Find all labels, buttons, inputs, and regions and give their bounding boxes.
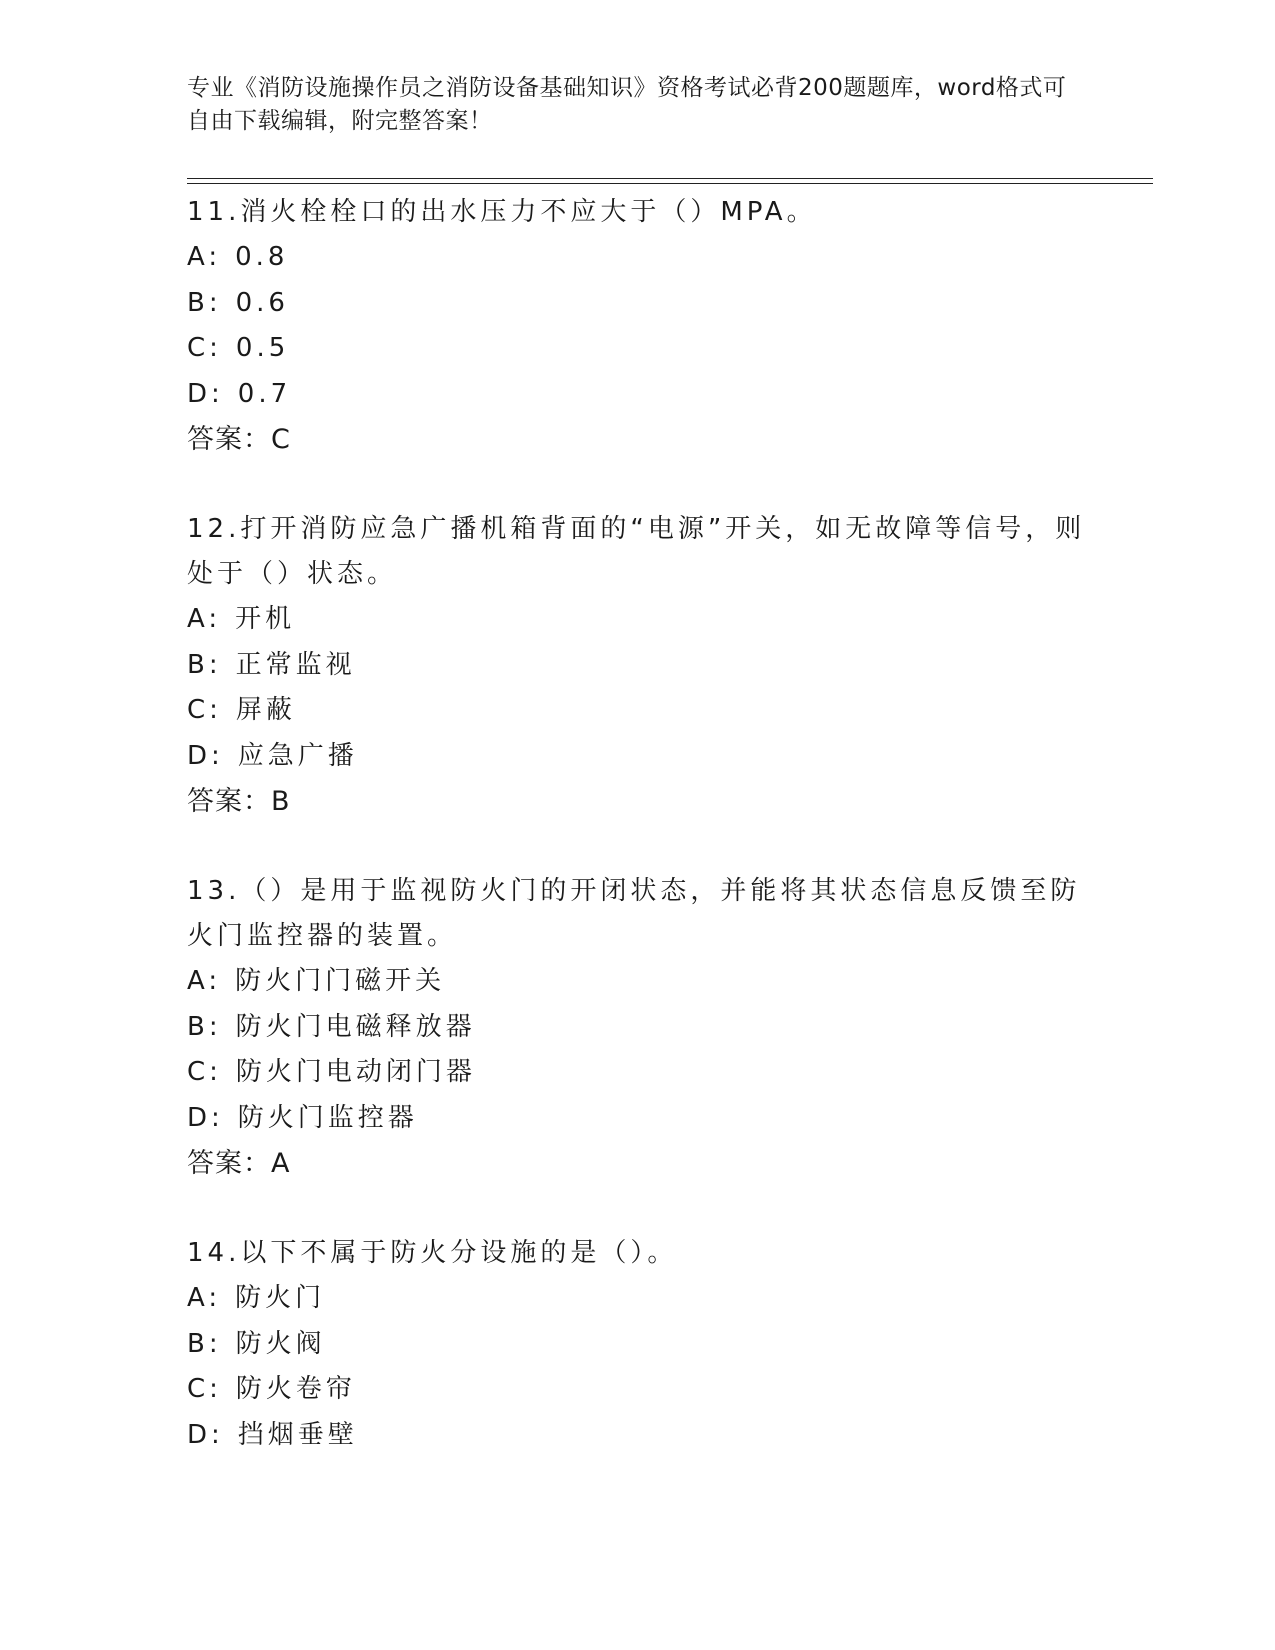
option-letter: A: — [187, 1283, 222, 1313]
option-letter: D: — [187, 1102, 224, 1133]
option-text: 挡烟垂壁 — [237, 1419, 358, 1450]
option-text: 防火门门磁开关 — [235, 966, 446, 996]
option-letter: C: — [187, 333, 222, 363]
option-d — [187, 734, 1087, 780]
option-letter: C: — [187, 1057, 222, 1087]
answer-line: 答案：A — [187, 1148, 291, 1179]
question-list — [187, 190, 1087, 1502]
question-stem: 12.打开消防应急广播机箱背面的“电源”开关，如无故障等信号，则处于（）状态。 — [187, 514, 1086, 589]
option-letter: C: — [187, 1374, 222, 1404]
question-stem: 13.（）是用于监视防火门的开闭状态，并能将其状态信息反馈至防火门监控器的装置。 — [187, 876, 1081, 951]
question-stem: 14.以下不属于防火分设施的是（）。 — [187, 1238, 678, 1268]
option-c — [187, 1367, 1087, 1413]
option-text: 0.8 — [235, 242, 289, 272]
option-letter: B: — [187, 649, 222, 680]
option-letter: D: — [187, 1419, 224, 1450]
option-letter: B: — [187, 287, 222, 318]
option-text: 防火门监控器 — [237, 1102, 418, 1133]
option-letter: B: — [187, 1011, 222, 1042]
question-stem: 11.消火栓栓口的出水压力不应大于（）MPA。 — [187, 197, 817, 227]
option-a — [187, 1276, 1087, 1322]
option-a — [187, 959, 1087, 1005]
option-letter: A: — [187, 604, 222, 634]
answer-line: 答案：C — [187, 424, 291, 455]
option-text: 防火门 — [235, 1283, 326, 1313]
option-text: 正常监视 — [235, 649, 356, 680]
option-text: 防火阀 — [235, 1328, 326, 1359]
option-a — [187, 597, 1087, 643]
option-letter: D: — [187, 378, 224, 409]
option-letter: A: — [187, 966, 222, 996]
option-letter: A: — [187, 242, 222, 272]
question-13 — [187, 869, 1087, 1187]
option-letter: C: — [187, 695, 222, 725]
option-c — [187, 326, 1087, 372]
option-text: 0.6 — [235, 287, 289, 318]
question-14 — [187, 1231, 1087, 1458]
option-text: 屏蔽 — [235, 695, 296, 725]
option-b — [187, 643, 1087, 689]
option-c — [187, 688, 1087, 734]
option-text: 防火门电磁释放器 — [235, 1011, 476, 1042]
option-b — [187, 281, 1087, 327]
question-11 — [187, 190, 1087, 463]
document-header: 专业《消防设施操作员之消防设备基础知识》资格考试必背200题题库，word格式可自由下载编辑，附完整答案！ — [187, 75, 1067, 134]
option-d — [187, 372, 1087, 418]
option-letter: D: — [187, 740, 224, 771]
option-text: 开机 — [235, 604, 296, 634]
option-text: 0.5 — [235, 333, 290, 363]
option-text: 防火门电动闭门器 — [235, 1057, 476, 1087]
option-b — [187, 1322, 1087, 1368]
option-a — [187, 235, 1087, 281]
option-c — [187, 1050, 1087, 1096]
option-letter: B: — [187, 1328, 222, 1359]
answer-line: 答案：B — [187, 786, 291, 817]
header-divider-bottom — [187, 183, 1153, 184]
option-b — [187, 1005, 1087, 1051]
header-divider-top — [187, 178, 1153, 179]
option-d — [187, 1413, 1087, 1459]
question-12 — [187, 507, 1087, 825]
option-text: 防火卷帘 — [235, 1374, 356, 1404]
option-d — [187, 1096, 1087, 1142]
option-text: 应急广播 — [237, 740, 358, 771]
option-text: 0.7 — [237, 378, 292, 409]
